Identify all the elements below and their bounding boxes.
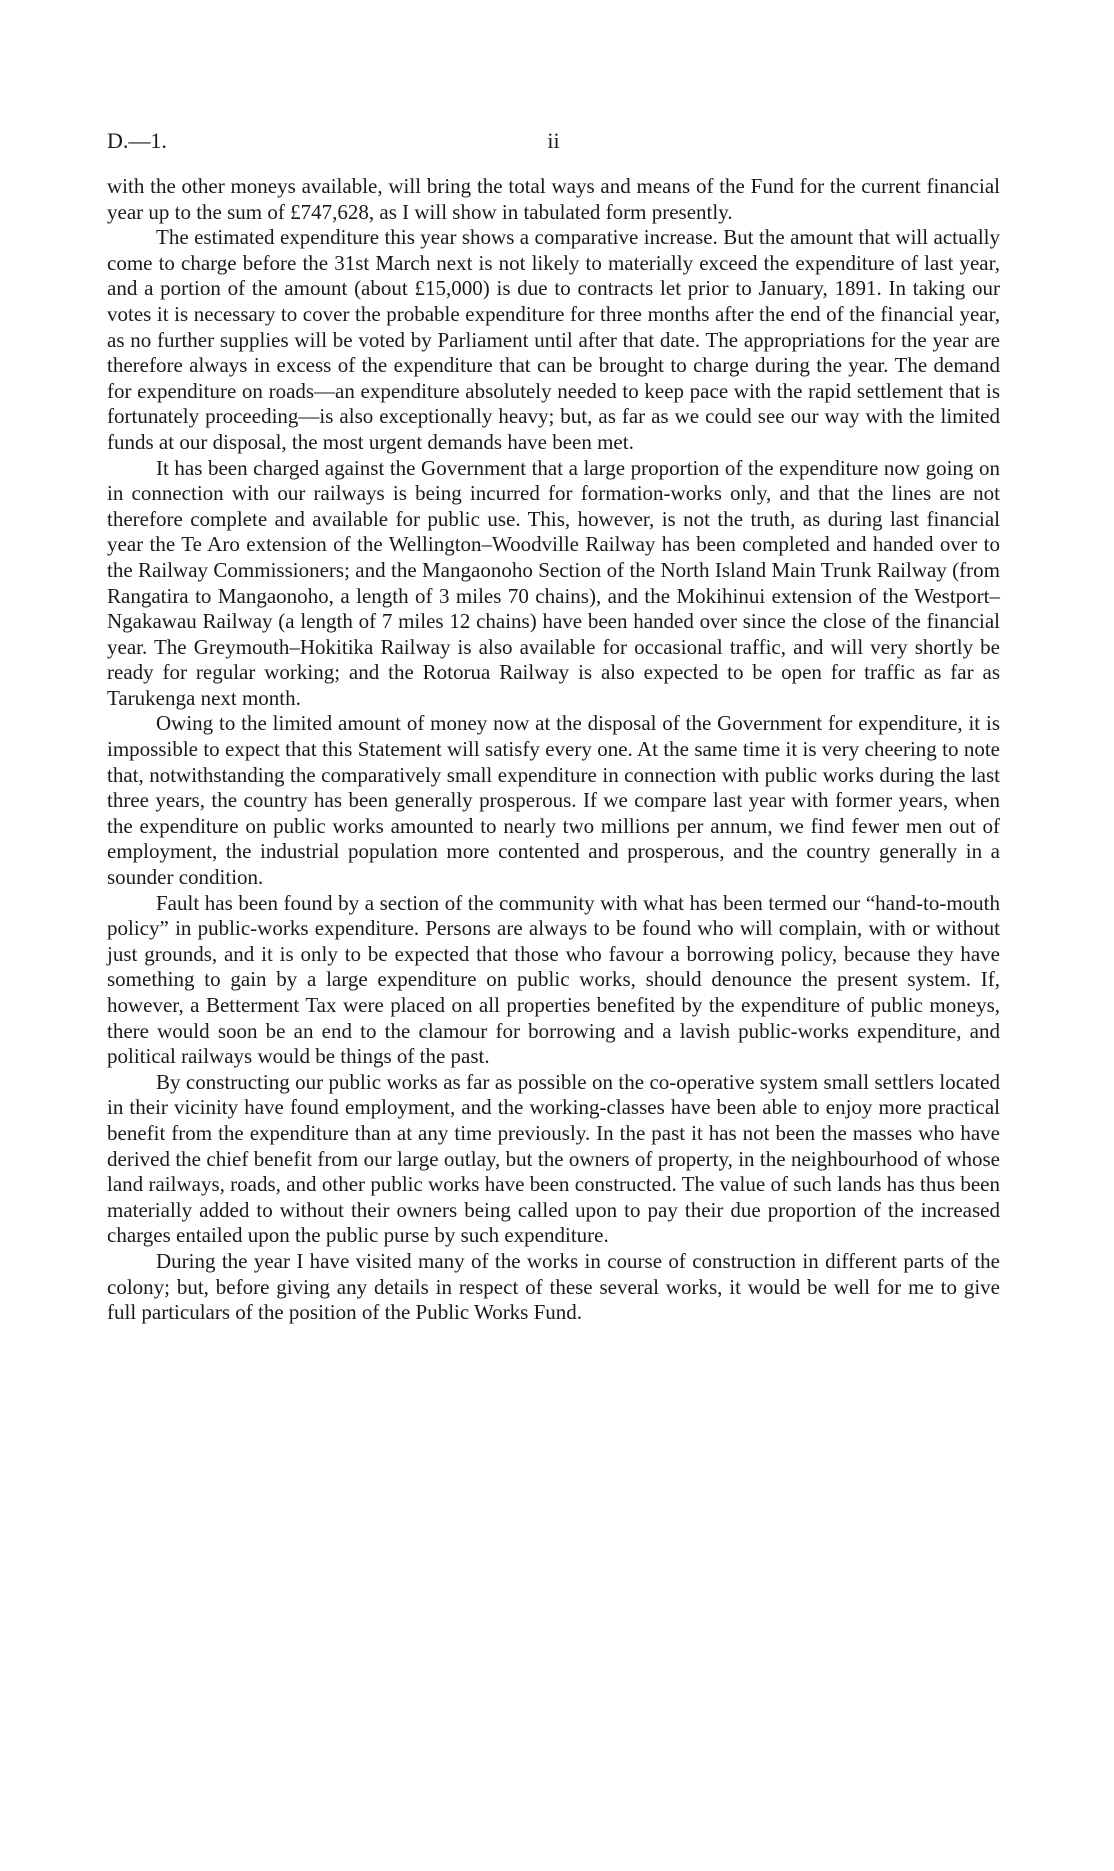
- paragraph-estimated-expenditure: The estimated expenditure this year shows a comparative increase. But the amount that will actually come to charge before the 31st March next is not likely to materially exceed the expenditure of last year, and a portion of the amount (about £15,000) is due to contracts let prior to January, 1891. In taking our votes it is necessary to cover the probable expenditure for three months after the end of the financial year, as no further supplies will be voted by Parliament until after that date. The appropriations for the year are therefore always in excess of the expenditure that can be brought to charge during the year. The demand for expenditure on roads—an expenditure absolutely needed to keep pace with the rapid settlement that is fortunately proceeding—is also exceptionally heavy; but, as far as we could see our way with the limited funds at our disposal, the most urgent demands have been met.: [107, 225, 1000, 454]
- page-header: [107, 128, 1000, 158]
- paragraph-co-operative-system: By constructing our public works as far as possible on the co-operative system small settlers located in their vicinity have found employment, and the working-classes have been able to enjoy more practical benefit from the expenditure than at any time previously. In the past it has not been the masses who have derived the chief benefit from our large outlay, but the owners of property, in the neighbourhood of whose land railways, roads, and other public works have been constructed. The value of such lands has thus been materially added to without their owners being called upon to pay their due proportion of the increased charges entailed upon the public purse by such expenditure.: [107, 1069, 1000, 1248]
- paragraph-railway-formation-works: It has been charged against the Government that a large proportion of the expenditure now going on in connection with our railways is being incurred for formation-works only, and that the lines are not therefore complete and available for public use. This, however, is not the truth, as during last financial year the Te Aro extension of the Wellington–Woodville Railway has been completed and handed over to the Railway Commissioners; and the Mangaonoho Section of the North Island Main Trunk Railway (from Rangatira to Mangaonoho, a length of 3 miles 70 chains), and the Mokihinui extension of the Westport–Ngakawau Railway (a length of 7 miles 12 chains) have been handed over since the close of the financial year. The Greymouth–Hokitika Railway is also available for occasional traffic, and will very shortly be ready for regular working; and the Rotorua Railway is also expected to be open for traffic as far as Tarukenga next month.: [107, 455, 1000, 710]
- paragraph-continuation: with the other moneys available, will bring the total ways and means of the Fund for the current financial year up to the sum of £747,628, as I will show in tabulated form presently.: [107, 174, 1000, 224]
- paragraph-hand-to-mouth-policy: Fault has been found by a section of the community with what has been termed our “hand-to-mouth policy” in public-works expenditure. Persons are always to be found who will complain, with or without just grounds, and it is only to be expected that those who favour a borrowing policy, because they have something to gain by a large expenditure on public works, should denounce the present system. If, however, a Betterment Tax were placed on all properties benefited by the expenditure of public moneys, there would soon be an end to the clamour for borrowing and a lavish public-works expenditure, and political railways would be things of the past.: [107, 890, 1000, 1069]
- page-number: ii: [547, 128, 560, 153]
- paragraph-public-works-fund: During the year I have visited many of the works in course of construction in different parts of the colony; but, before giving any details in respect of these several works, it would be well for me to give full particulars of the position of the Public Works Fund.: [107, 1248, 1000, 1325]
- paragraph-limited-funds: Owing to the limited amount of money now at the disposal of the Government for expenditure, it is impossible to expect that this Statement will satisfy every one. At the same time it is very cheering to note that, notwithstanding the comparatively small expenditure in connection with public works during the last three years, the country has been generally prosperous. If we compare last year with former years, when the expenditure on public works amounted to nearly two millions per annum, we find fewer men out of employment, the industrial population more contented and prosperous, and the country generally in a sounder condition.: [107, 711, 1000, 890]
- body-text: [107, 174, 1000, 1326]
- document-reference: D.—1.: [107, 128, 167, 153]
